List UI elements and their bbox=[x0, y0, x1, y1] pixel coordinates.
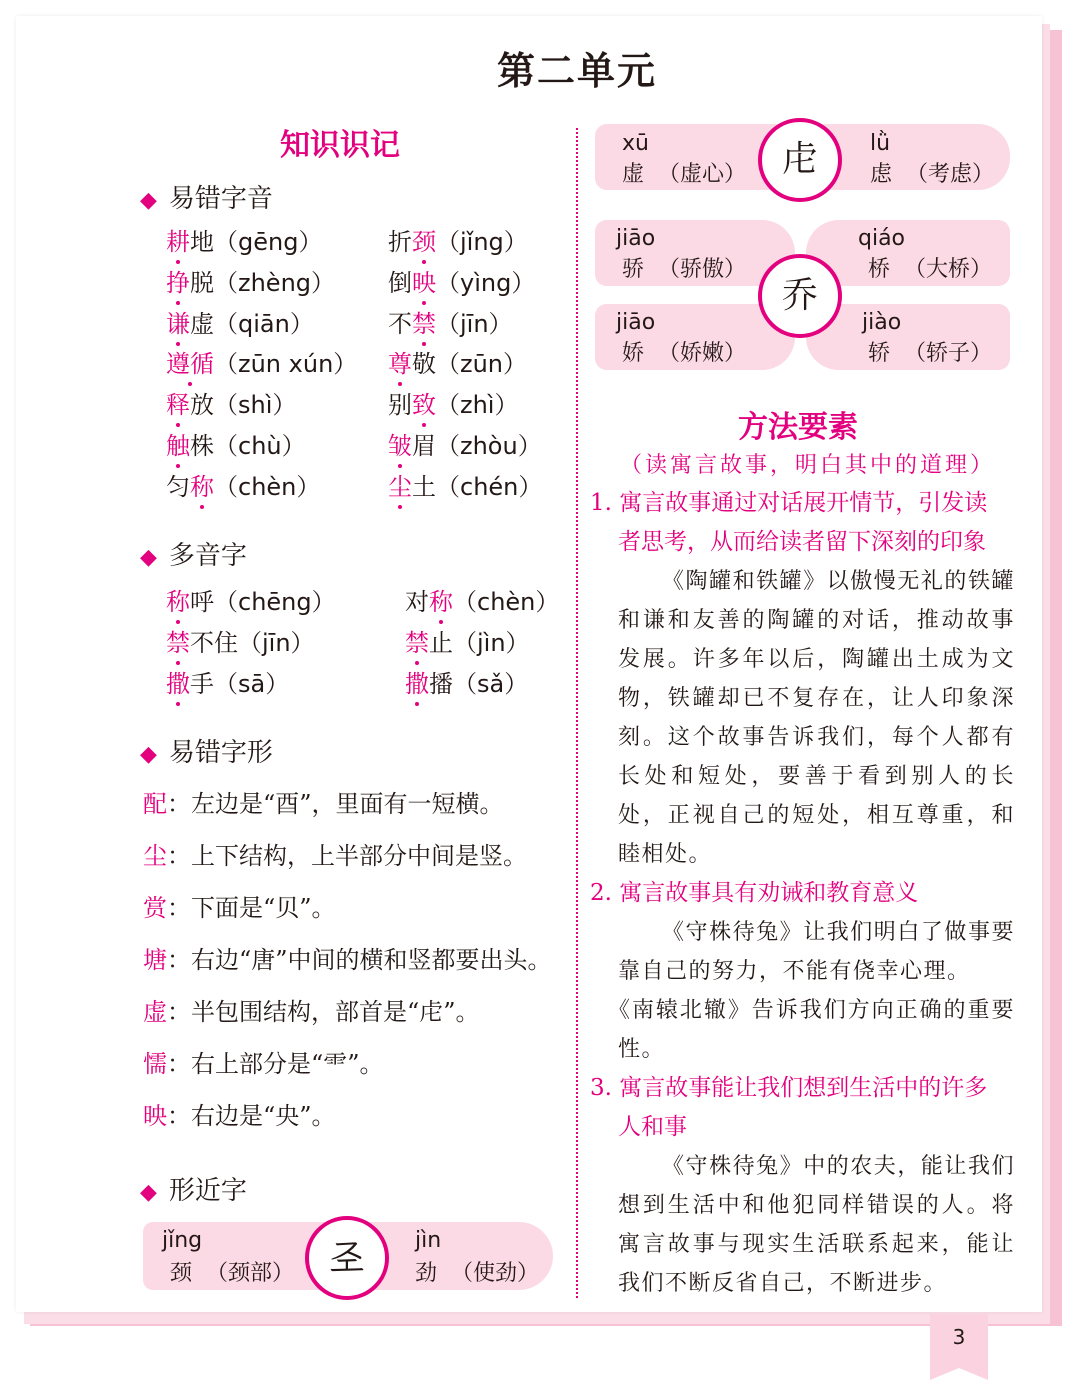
qiao-tr-pinyin: qiáo bbox=[858, 226, 906, 251]
point-1-heading: 1. 寓言故事通过对话展开情节，引发读 者思考，从而给读者留下深刻的印象 bbox=[590, 490, 988, 555]
shape-char: 塘 bbox=[143, 946, 167, 974]
page-number: 3 bbox=[930, 1314, 988, 1368]
shape-item bbox=[143, 940, 552, 975]
similar-center-glyph: 𢀖 bbox=[305, 1216, 389, 1300]
diamond-icon: ◆ bbox=[140, 1180, 157, 1205]
pinyin: zhèng bbox=[238, 268, 312, 297]
key-char: 挣 bbox=[166, 268, 190, 297]
word-entry: 不禁（jīn） bbox=[388, 309, 513, 338]
word-entry: 禁不住（jīn） bbox=[166, 628, 315, 657]
key-char: 称 bbox=[429, 588, 453, 616]
key-char: 尊 bbox=[388, 350, 412, 379]
key-char: 致 bbox=[412, 391, 436, 420]
pinyin: qiān bbox=[238, 309, 290, 338]
word-entry: 遵循（zūn xún） bbox=[166, 350, 358, 379]
pinyin: zhòu bbox=[460, 432, 518, 460]
plain-char: 放 bbox=[190, 391, 214, 420]
word-entry: 对称（chèn） bbox=[405, 588, 560, 616]
unit-title: 第二单元 bbox=[496, 49, 657, 93]
word-entry: 撒手（sā） bbox=[166, 669, 290, 698]
key-char: 触 bbox=[166, 432, 190, 460]
pinyin: chèn bbox=[477, 588, 536, 616]
key-char: 颈 bbox=[412, 228, 436, 256]
word-entry: 别致（zhì） bbox=[388, 391, 519, 420]
qiao-tl-word: 骄 （骄傲） bbox=[622, 257, 747, 282]
shape-char: 赏 bbox=[143, 894, 167, 922]
key-char: 释 bbox=[166, 391, 190, 420]
plain-char: 手 bbox=[190, 669, 214, 698]
point-1-body: 《陶罐和铁罐》以傲慢无礼的铁罐和谦和友善的陶罐的对话，推动故事发展。许多年以后，陶罐出土成为文物，铁罐却已不复存在，让人印象深刻。这个故事告诉我们，每个人都有长处和短处，要善于看到别人的长处，正视自己的短处，相互尊重，和睦相处。 bbox=[618, 569, 1015, 867]
hu-center-glyph: 虍 bbox=[758, 118, 842, 202]
word-entry: 耕地（gēng） bbox=[166, 228, 323, 256]
plain-char: 虚 bbox=[190, 309, 214, 338]
word-entry: 尊敬（zūn） bbox=[388, 350, 528, 379]
key-char: 尘 bbox=[388, 472, 412, 501]
key-char: 称 bbox=[166, 588, 190, 616]
key-char: 撒 bbox=[405, 669, 429, 698]
qiao-br-word: 轿 （轿子） bbox=[868, 341, 993, 366]
plain-char: 呼 bbox=[190, 588, 214, 616]
shape-heading: ◆ 易错字形 bbox=[140, 738, 273, 768]
pinyin: chù bbox=[238, 432, 282, 460]
shape-char: 虚 bbox=[143, 998, 167, 1026]
word-entry: 尘土（chén） bbox=[388, 472, 543, 501]
plain-char: 敬 bbox=[412, 350, 436, 379]
method-title: 方法要素 bbox=[738, 410, 858, 445]
plain-char: 土 bbox=[412, 472, 436, 501]
shape-item bbox=[143, 1044, 384, 1079]
key-char: 禁 bbox=[166, 628, 190, 657]
pinyin: shì bbox=[238, 391, 273, 420]
point-3-heading: 3. 寓言故事能让我们想到生活中的许多 人和事 bbox=[590, 1075, 988, 1140]
shape-item bbox=[143, 888, 336, 923]
shape-char: 尘 bbox=[143, 842, 167, 870]
knowledge-title: 知识识记 bbox=[280, 128, 400, 163]
shape-desc: ：右上部分是“⻗”。 bbox=[167, 1050, 384, 1078]
key-char: 谦 bbox=[166, 309, 190, 338]
key-char: 皱 bbox=[388, 432, 412, 460]
key-char: 映 bbox=[412, 268, 436, 297]
key-char: 禁 bbox=[405, 628, 429, 657]
qiao-tl-pinyin: jiāo bbox=[616, 226, 656, 251]
similar-left-pinyin: jǐng bbox=[162, 1228, 203, 1253]
pinyin: zhì bbox=[460, 391, 495, 420]
pinyin: chén bbox=[460, 472, 519, 501]
hu-right-pinyin: lǜ bbox=[870, 131, 891, 156]
shape-item bbox=[143, 784, 504, 819]
plain-char: 地 bbox=[190, 228, 214, 256]
diamond-icon: ◆ bbox=[140, 188, 157, 213]
word-entry: 称呼（chēng） bbox=[166, 588, 336, 616]
pinyin: chēng bbox=[238, 588, 312, 616]
word-entry: 折颈（jǐng） bbox=[388, 228, 528, 256]
pinyin: gēng bbox=[238, 228, 299, 256]
word-entry: 释放（shì） bbox=[166, 391, 297, 420]
plain-char: 止 bbox=[429, 628, 453, 657]
shape-item bbox=[143, 1096, 336, 1131]
similar-right-word: 劲 （使劲） bbox=[415, 1261, 540, 1286]
plain-char: 折 bbox=[388, 228, 412, 256]
shape-desc: ：左边是“酉”，里面有一短横。 bbox=[167, 790, 504, 818]
shape-desc: ：半包围结构，部首是“虍”。 bbox=[167, 998, 480, 1026]
plain-char: 匀 bbox=[166, 472, 190, 501]
plain-char: 播 bbox=[429, 669, 453, 698]
key-char: 耕 bbox=[166, 228, 190, 256]
qiao-br-pinyin: jiào bbox=[862, 310, 902, 335]
qiao-bl-pinyin: jiāo bbox=[616, 310, 656, 335]
word-entry: 谦虚（qiān） bbox=[166, 309, 314, 338]
shape-desc: ：上下结构，上半部分中间是竖。 bbox=[167, 842, 527, 870]
similar-heading: ◆ 形近字 bbox=[140, 1176, 247, 1206]
plain-char: 眉 bbox=[412, 432, 436, 460]
key-char: 称 bbox=[190, 472, 214, 501]
shape-desc: ：下面是“贝”。 bbox=[167, 894, 336, 922]
qiao-bl-word: 娇 （娇嫩） bbox=[622, 341, 747, 366]
key-char: 禁 bbox=[412, 309, 436, 338]
plain-char: 不住 bbox=[190, 628, 238, 657]
pinyin: jīn bbox=[262, 628, 291, 657]
hu-right-word: 虑 （考虑） bbox=[870, 162, 995, 187]
qiao-tr-word: 桥 （大桥） bbox=[868, 257, 993, 282]
poly-heading: ◆ 多音字 bbox=[140, 541, 247, 571]
word-entry: 匀称（chèn） bbox=[166, 472, 321, 501]
shape-desc: ：右边是“央”。 bbox=[167, 1102, 336, 1130]
shape-char: 映 bbox=[143, 1102, 167, 1130]
word-entry: 皱眉（zhòu） bbox=[388, 432, 542, 460]
method-content bbox=[590, 484, 1015, 1303]
hu-left-word: 虚 （虚心） bbox=[622, 162, 747, 187]
point-3-body: 《守株待兔》中的农夫，能让我们想到生活中和他犯同样错误的人。将寓言故事与现实生活联系起来，能让我们不断反省自己，不断进步。 bbox=[618, 1154, 1015, 1296]
word-entry: 触株（chù） bbox=[166, 432, 306, 460]
shape-char: 懦 bbox=[143, 1050, 167, 1078]
pinyin: sā bbox=[238, 669, 266, 698]
pinyin: sǎ bbox=[477, 669, 505, 698]
plain-char: 脱 bbox=[190, 268, 214, 297]
word-entry: 挣脱（zhèng） bbox=[166, 268, 336, 297]
point-2-body: 《守株待兔》让我们明白了做事要靠自己的努力，不能有侥幸心理。 《南辕北辙》告诉我们方向正确的重要性。 bbox=[608, 920, 1015, 1062]
similar-left-word: 颈 （颈部） bbox=[170, 1261, 295, 1286]
pinyin: zūn bbox=[460, 350, 504, 379]
diamond-icon: ◆ bbox=[140, 742, 157, 767]
pinyin: jǐng bbox=[460, 228, 504, 256]
hu-left-pinyin: xū bbox=[622, 131, 649, 156]
shape-item bbox=[143, 836, 527, 871]
plain-char: 对 bbox=[405, 588, 429, 616]
word-entry: 禁止（jìn） bbox=[405, 628, 530, 657]
shape-desc: ：右边“唐”中间的横和竖都要出头。 bbox=[167, 946, 552, 974]
qiao-center-glyph: 乔 bbox=[758, 254, 842, 338]
pinyin: zūn xún bbox=[238, 350, 334, 379]
pinyin: yìng bbox=[460, 268, 512, 297]
pinyin: chèn bbox=[238, 472, 297, 501]
plain-char: 别 bbox=[388, 391, 412, 420]
word-entry: 撒播（sǎ） bbox=[405, 669, 529, 698]
key-char: 撒 bbox=[166, 669, 190, 698]
pinyin: jìn bbox=[477, 628, 506, 657]
column-divider bbox=[576, 128, 578, 1298]
word-entry: 倒映（yìng） bbox=[388, 268, 536, 297]
method-subtitle: （读寓言故事，明白其中的道理） bbox=[620, 453, 996, 478]
plain-char: 倒 bbox=[388, 268, 412, 297]
diamond-icon: ◆ bbox=[140, 545, 157, 570]
similar-right-pinyin: jìn bbox=[415, 1228, 442, 1253]
pron-heading: ◆ 易错字音 bbox=[140, 184, 273, 214]
shape-item bbox=[143, 992, 480, 1027]
shape-char: 配 bbox=[143, 790, 167, 818]
pinyin: jīn bbox=[460, 309, 489, 338]
plain-char: 不 bbox=[388, 309, 412, 338]
key-char: 遵循 bbox=[166, 350, 214, 379]
point-2-heading: 2. 寓言故事具有劝诫和教育意义 bbox=[590, 880, 919, 906]
plain-char: 株 bbox=[190, 432, 214, 460]
